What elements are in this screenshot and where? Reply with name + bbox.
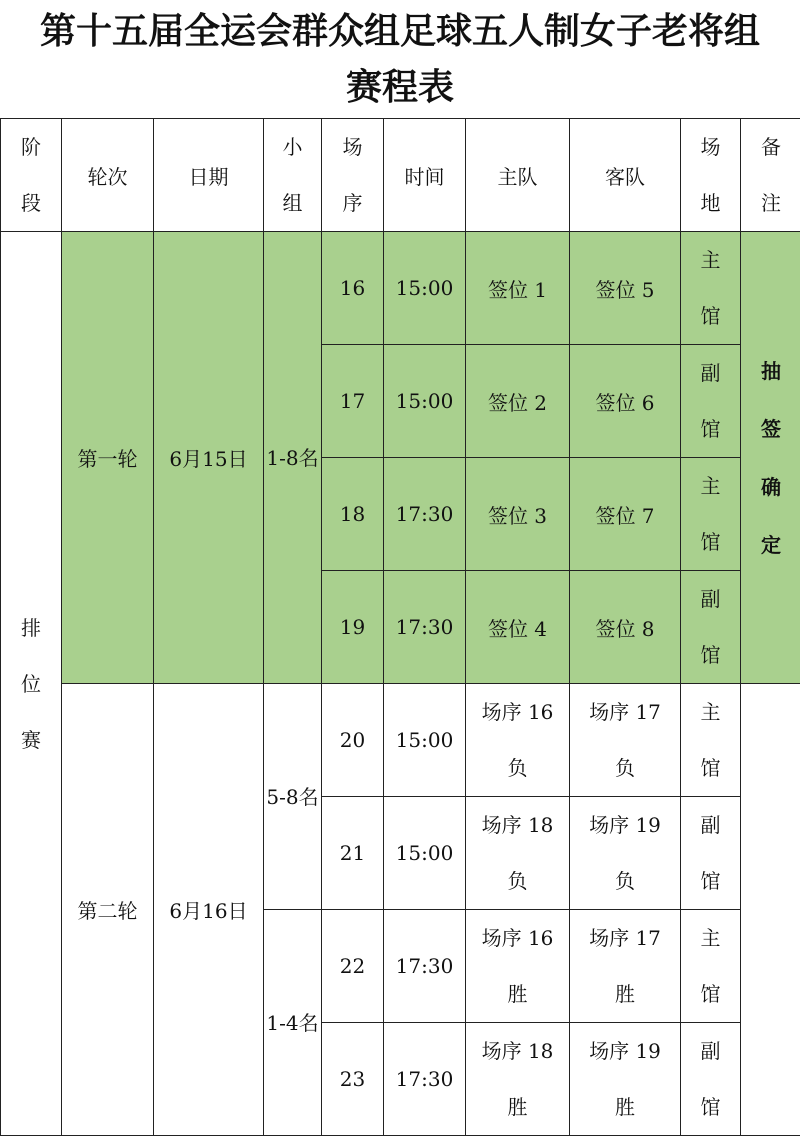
match-no: 21 [322,797,384,910]
match-no: 20 [322,684,384,797]
round-cell: 第一轮 [62,232,154,684]
away-team: 场序 17 胜 [570,910,681,1023]
match-time: 15:00 [384,797,466,910]
match-no: 23 [322,1023,384,1136]
match-no: 22 [322,910,384,1023]
venue: 副馆 [681,345,741,458]
header-stage: 阶段 [1,119,62,232]
header-row [1,119,800,232]
group-cell: 5-8名 [264,684,322,910]
header-round: 轮次 [62,119,154,232]
group-cell: 1-8名 [264,232,322,684]
venue: 副馆 [681,1023,741,1136]
group-cell: 1-4名 [264,910,322,1136]
away-team: 签位 5 [570,232,681,345]
header-away: 客队 [570,119,681,232]
home-team: 场序 16 负 [466,684,570,797]
match-time: 17:30 [384,571,466,684]
match-time: 15:00 [384,232,466,345]
match-time: 17:30 [384,910,466,1023]
venue: 主馆 [681,232,741,345]
stage-cell: 排位赛 [1,232,62,1136]
match-time: 15:00 [384,684,466,797]
match-no: 18 [322,458,384,571]
venue: 主馆 [681,458,741,571]
match-no: 17 [322,345,384,458]
title-line-2: 赛程表 [345,67,454,108]
home-team: 场序 18 胜 [466,1023,570,1136]
away-team: 签位 6 [570,345,681,458]
match-no: 16 [322,232,384,345]
round-cell: 第二轮 [62,684,154,1136]
remark-cell: 抽签确定 [741,232,800,684]
table-row [1,232,800,345]
home-team: 场序 16 胜 [466,910,570,1023]
title-line-1: 第十五届全运会群众组足球五人制女子老将组 [39,11,760,52]
venue: 主馆 [681,684,741,797]
header-time: 时间 [384,119,466,232]
date-cell: 6月16日 [154,684,264,1136]
away-team: 签位 8 [570,571,681,684]
match-no: 19 [322,571,384,684]
away-team: 场序 17 负 [570,684,681,797]
schedule-table [0,118,800,1136]
remark-cell-empty [741,684,800,1136]
header-date: 日期 [154,119,264,232]
away-team: 场序 19 负 [570,797,681,910]
header-home: 主队 [466,119,570,232]
home-team: 签位 3 [466,458,570,571]
match-time: 17:30 [384,1023,466,1136]
venue: 主馆 [681,910,741,1023]
home-team: 签位 2 [466,345,570,458]
header-group: 小组 [264,119,322,232]
home-team: 签位 4 [466,571,570,684]
header-venue: 场地 [681,119,741,232]
home-team: 签位 1 [466,232,570,345]
date-cell: 6月15日 [154,232,264,684]
home-team: 场序 18 负 [466,797,570,910]
header-match-no: 场序 [322,119,384,232]
away-team: 场序 19 胜 [570,1023,681,1136]
table-row [1,684,800,797]
venue: 副馆 [681,797,741,910]
match-time: 15:00 [384,345,466,458]
header-remark: 备注 [741,119,800,232]
match-time: 17:30 [384,458,466,571]
away-team: 签位 7 [570,458,681,571]
page-title [0,0,800,118]
venue: 副馆 [681,571,741,684]
